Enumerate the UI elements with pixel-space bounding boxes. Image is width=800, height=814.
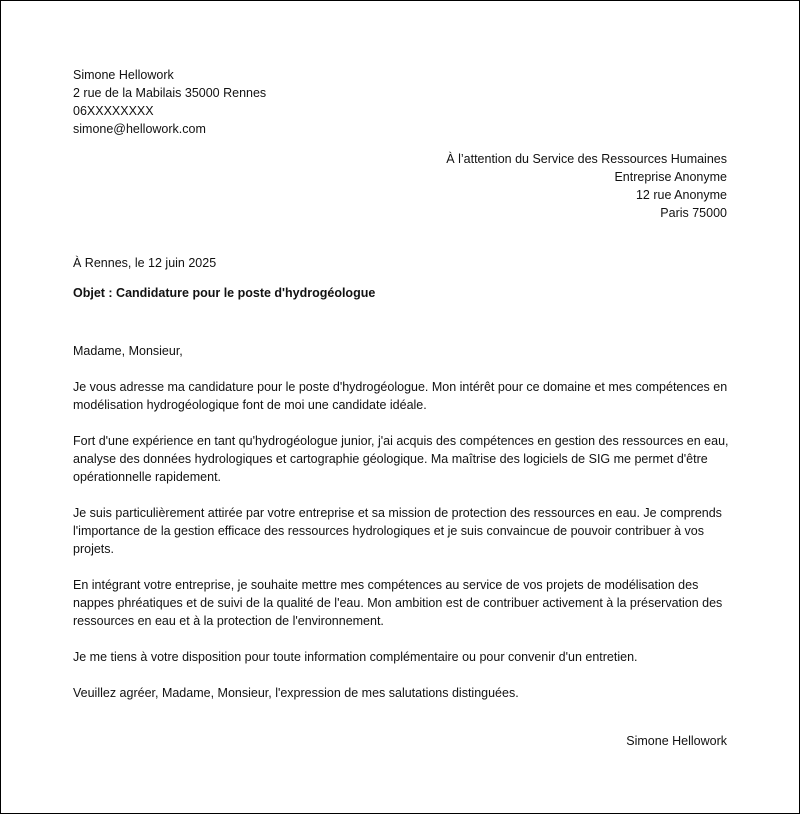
body-paragraph: Je vous adresse ma candidature pour le poste d'hydrogéologue. Mon intérêt pour ce domaine et mes compétences en modélisation hydrogéologique font de moi une candidate idéale. [73,380,728,412]
sender-name: Simone Hellowork [73,68,174,82]
body-paragraph: Je suis particulièrement attirée par votre entreprise et sa mission de protection des ressources en eau. Je comprends l'importance de la gestion efficace des ressources hydrologiques et je suis convaincue de pouvoir contribuer à vos projets. [73,506,722,556]
body-paragraph: Je me tiens à votre disposition pour toute information complémentaire ou pour convenir d'un entretien. [73,650,638,664]
body-paragraph: Fort d'une expérience en tant qu'hydrogéologue junior, j'ai acquis des compétences en gestion des ressources en eau, analyse des données hydrologiques et cartographie géologique. Ma maîtrise des logiciels de SIG me permet d'être opérationnelle rapidement. [73,434,729,484]
recipient-block [446,150,727,222]
closing-paragraph: Veuillez agréer, Madame, Monsieur, l'expression de mes salutations distinguées. [73,686,519,700]
recipient-attention: À l’attention du Service des Ressources Humaines [446,152,727,166]
date-line: À Rennes, le 12 juin 2025 [73,256,217,270]
sender-phone: 06XXXXXXXX [73,104,154,118]
recipient-company: Entreprise Anonyme [614,170,727,184]
salutation: Madame, Monsieur, [73,344,183,358]
recipient-street: 12 rue Anonyme [635,188,727,202]
recipient-city: Paris 75000 [660,206,727,220]
subject-line: Objet : Candidature pour le poste d'hydrogéologue [73,286,376,300]
letter-body [73,342,733,720]
sender-email: simone@hellowork.com [73,122,206,136]
body-paragraph: En intégrant votre entreprise, je souhaite mettre mes compétences au service de vos projets de modélisation des nappes phréatiques et de suivi de la qualité de l'eau. Mon ambition est de contribuer activement à la préservation des ressources en eau et à la protection de l'environnement. [73,578,723,628]
signature: Simone Hellowork [626,734,727,748]
sender-address: 2 rue de la Mabilais 35000 Rennes [73,86,267,100]
sender-block [73,66,266,138]
